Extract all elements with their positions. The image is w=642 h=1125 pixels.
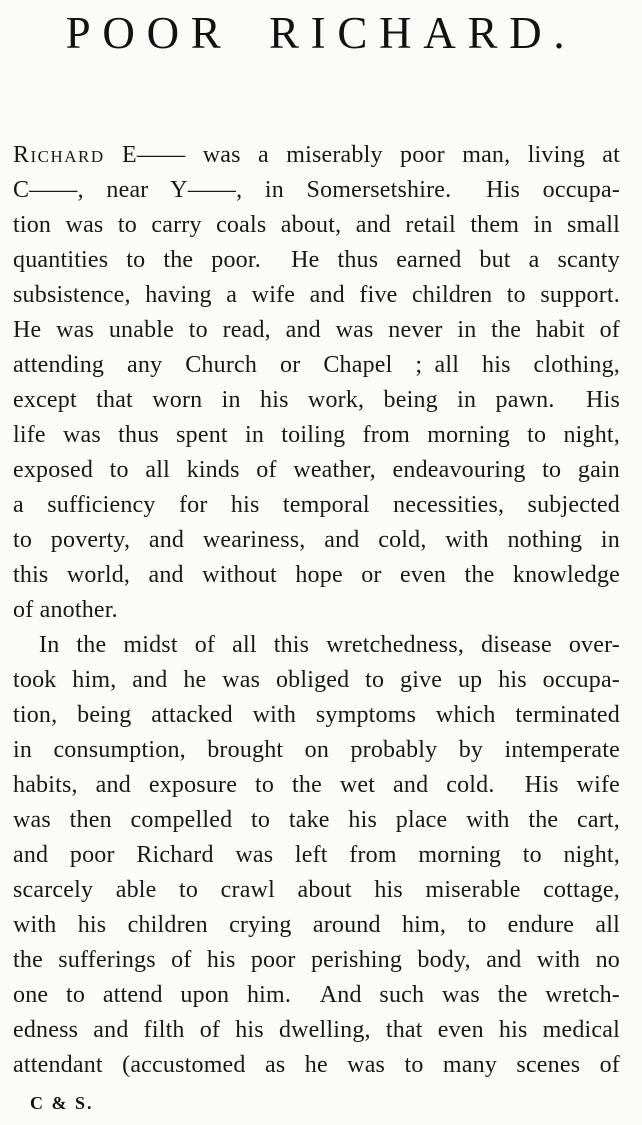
text-line: to poverty, and weariness, and cold, with nothing in [13, 527, 620, 553]
text-line: habits, and exposure to the wet and cold. His wife [13, 772, 620, 798]
text-line: exposed to all kinds of weather, endeavouring to gain [13, 457, 620, 483]
text-line: one to attend upon him. And such was the wretch- [13, 982, 620, 1008]
text-line: life was thus spent in toiling from morning to night, [13, 422, 620, 448]
text-line: and poor Richard was left from morning to night, [13, 842, 620, 868]
page-title: POOR RICHARD. [65, 8, 577, 58]
text-line: tion was to carry coals about, and retail them in small [13, 212, 620, 238]
text-line: a sufficiency for his temporal necessities, subjected [13, 492, 620, 518]
text-line: subsistence, having a wife and five children to support. [13, 282, 620, 308]
printers-signature-mark: C & S. [30, 1093, 94, 1113]
text-line: was then compelled to take his place with the cart, [13, 807, 620, 833]
text-line: quantities to the poor. He thus earned but a scanty [13, 247, 620, 273]
text-line: in consumption, brought on probably by intemperate [13, 737, 620, 763]
text-line: of another. [13, 597, 118, 623]
text-line: this world, and without hope or even the knowledge [13, 562, 620, 588]
text-line: In the midst of all this wretchedness, disease over- [39, 632, 620, 658]
text-line: Richard E—— was a miserably poor man, living at [13, 142, 620, 168]
text-line: attending any Church or Chapel ; all his clothing, [13, 352, 620, 378]
text-line: the sufferings of his poor perishing body, and with no [13, 947, 620, 973]
text-line: C——, near Y——, in Somersetshire. His occupa- [13, 177, 620, 203]
text-line: tion, being attacked with symptoms which terminated [13, 702, 620, 728]
text-line: with his children crying around him, to endure all [13, 912, 620, 938]
text-line: He was unable to read, and was never in the habit of [13, 317, 620, 343]
text-line: scarcely able to crawl about his miserable cottage, [13, 877, 620, 903]
text-line: edness and filth of his dwelling, that even his medical [13, 1017, 620, 1043]
text-line: took him, and he was obliged to give up his occupa- [13, 667, 620, 693]
text-line: except that worn in his work, being in pawn. His [13, 387, 620, 413]
body-text [13, 138, 620, 1083]
smallcaps-lead-word: Richard [13, 142, 105, 168]
text-line: attendant (accustomed as he was to many scenes of [13, 1052, 620, 1078]
